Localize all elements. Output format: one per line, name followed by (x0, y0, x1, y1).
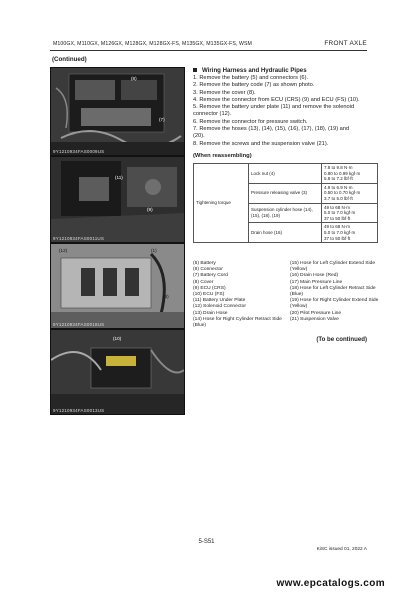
legend-column-left (193, 261, 289, 329)
torque-lbfft: 37 to 50 lbf·ft (324, 235, 351, 241)
torque-values (322, 203, 378, 223)
step-line: 2. Remove the battery code (7) as shown photo. (193, 82, 315, 89)
header-models: M100GX, M110GX, M126GX, M128GX, M128GX-FS, M135GX, M135GX-FS, WSM (53, 41, 252, 47)
torque-nm: 49 to 68 N·m (324, 224, 351, 230)
torque-nm: 49 to 68 N·m (324, 204, 351, 210)
photo-tag: (10) (113, 336, 122, 341)
photo-suspension-valve-image (51, 244, 184, 328)
legend-item: (19) Hose for Right Cylinder Extend Side (290, 298, 379, 304)
legend-item: (21) Suspension Valve (290, 316, 339, 322)
legend-item: (10) ECU (FS) (193, 292, 225, 298)
legend-item: (20) Pilot Pressure Line (290, 310, 342, 316)
step-line: (20). (193, 133, 205, 140)
torque-label: Tightening torque (194, 164, 249, 243)
legend-item: (Yellow) (290, 304, 308, 310)
torque-lbfft: 3.7 to 5.0 lbf·ft (324, 195, 353, 201)
legend-item: (18) Hose for Left Cylinder Retract Side (290, 285, 376, 291)
bullet-square-icon (193, 68, 197, 72)
section-title (193, 67, 307, 74)
torque-kgfm: 5.0 to 7.0 kgf·m (324, 229, 356, 235)
torque-values (322, 183, 378, 203)
photo-battery-plate-image (51, 157, 184, 242)
torque-values (322, 223, 378, 243)
legend-column-right (290, 261, 390, 323)
photo-caption: 9Y1210834FAS0011US (53, 236, 105, 241)
legend-item: (7) Battery Cord (193, 273, 228, 279)
torque-nm: 7.8 to 9.8 N·m (324, 165, 353, 170)
torque-kgfm: 5.0 to 7.0 kgf·m (324, 210, 356, 216)
legend-item: (15) Hose for Left Cylinder Extend Side (290, 261, 376, 266)
step-line: 3. Remove the cover (8). (193, 89, 256, 96)
photo-battery-plate (50, 156, 185, 243)
photo-suspension-valve (50, 243, 185, 329)
legend-item: (5) Battery (193, 261, 216, 266)
tightening-torque-table (193, 163, 378, 243)
continued-label: (Continued) (52, 56, 87, 63)
header-rule (50, 50, 367, 51)
photo-tag: (9) (147, 207, 153, 212)
step-line: 4. Remove the connector from ECU (CRS) (9) and ECU (FS) (10). (193, 96, 360, 103)
step-line: 7. Remove the hoses (13), (14), (15), (16), (17), (18), (19) and (193, 126, 350, 133)
torque-kgfm: 0.80 to 0.99 kgf·m (324, 170, 361, 176)
page-number: 5-S51 (198, 539, 215, 545)
torque-lbfft: 5.8 to 7.2 lbf·ft (324, 176, 353, 182)
photo-ecu-fs (50, 329, 185, 415)
torque-kgfm: 0.50 to 0.70 kgf·m (324, 190, 361, 196)
photo-tag: (8) (131, 76, 137, 81)
step-line: 6. Remove the connector for pressure switch. (193, 118, 308, 125)
when-reassembling-heading: (When reassembling) (193, 153, 252, 159)
legend-item: (11) Battery Under Plate (193, 298, 246, 304)
step-line: connector (12). (193, 111, 232, 118)
legend-item: (14) Hose for Right Cylinder Retract Side (193, 316, 282, 322)
photo-caption: 9Y1210934FAS0013US (53, 408, 105, 413)
legend-item: (16) Drain Hose (Red) (290, 273, 339, 279)
legend-item: (6) Connector (193, 267, 223, 273)
photo-battery-image (51, 68, 184, 155)
photo-tag: (1) (151, 248, 157, 253)
torque-item: Lock nut (4) (249, 164, 322, 184)
torque-item: Pressure releasing valve (3) (249, 183, 322, 203)
watermark: www.epcatalogs.com (276, 578, 385, 589)
procedure-steps (193, 75, 373, 148)
photo-tag: (8) (163, 294, 169, 299)
step-line: 8. Remove the screws and the suspension valve (21). (193, 140, 329, 147)
table-row (194, 164, 378, 184)
photo-battery (50, 67, 185, 156)
step-line: 1. Remove the battery (5) and connectors (6). (193, 75, 309, 81)
to-be-continued: (To be continued) (316, 336, 367, 343)
legend-item: (12) Solenoid Connector (193, 304, 247, 310)
section-title-text: Wiring Harness and Hydraulic Pipes (202, 67, 307, 74)
torque-values (322, 164, 378, 184)
photo-caption: 9Y1210934FAS0009US (53, 149, 105, 154)
issue-note: KiSC issued 01, 2022 A (316, 547, 367, 552)
step-line: 5. Remove the battery under plate (11) and remove the solenoid (193, 104, 355, 111)
photo-caption: 9Y1210934FAS0018US (53, 322, 105, 327)
torque-nm: 4.9 to 6.9 N·m (324, 184, 353, 190)
photo-tag: (7) (159, 117, 165, 122)
legend-item: (8) Cover (193, 279, 214, 285)
legend-item: (Blue) (290, 292, 304, 298)
photo-ecu-fs-image (51, 330, 184, 414)
header-section: FRONT AXLE (324, 40, 367, 47)
photo-tag: (11) (115, 175, 123, 180)
photo-tag: (12) (59, 248, 68, 253)
legend-item: (Yellow) (290, 267, 308, 273)
legend-item: (9) ECU (CRS) (193, 285, 226, 291)
torque-lbfft: 37 to 50 lbf·ft (324, 215, 351, 221)
legend-item: (17) Main Pressure Line (290, 279, 343, 285)
torque-item: Drain hose (16) (249, 223, 322, 243)
torque-item: Suspension cylinder hose (14), (15), (18), (19) (249, 203, 322, 223)
legend-item: (Blue) (193, 323, 207, 329)
legend-item: (13) Drain Hose (193, 310, 228, 316)
